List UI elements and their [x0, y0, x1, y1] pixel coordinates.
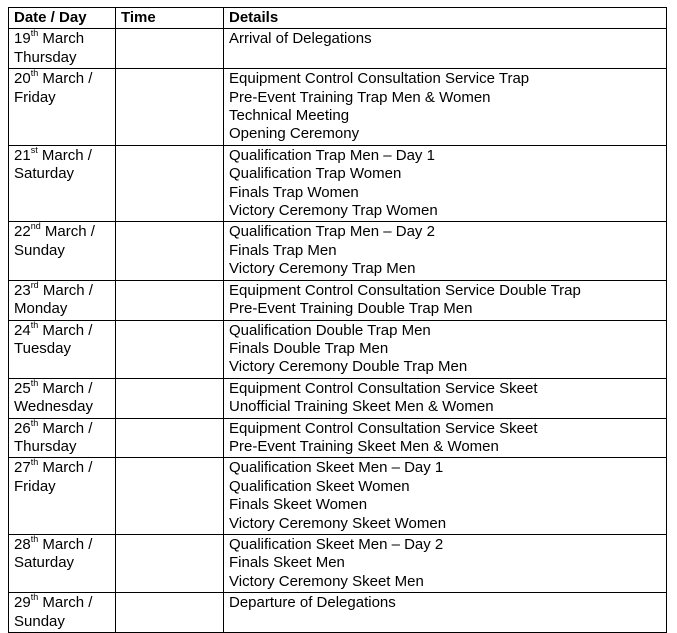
time-cell — [116, 145, 224, 222]
detail-item: Unofficial Training Skeet Men & Women — [229, 398, 494, 416]
date-line — [14, 417, 110, 438]
month-label: March / — [41, 146, 92, 164]
day-suffix: th — [30, 457, 39, 468]
detail-item: Pre-Event Training Trap Men & Women — [229, 88, 491, 106]
time-cell — [116, 320, 224, 378]
details-cell — [224, 145, 667, 222]
date-line — [14, 30, 110, 48]
date-line — [14, 279, 110, 300]
header-time: Time — [116, 8, 224, 29]
weekday-label: Thursday — [14, 437, 77, 455]
weekday-label: Friday — [14, 88, 56, 106]
header-date: Date / Day — [9, 8, 116, 29]
weekday-label: Friday — [14, 477, 56, 495]
table-row — [9, 378, 667, 418]
header-row — [9, 8, 667, 29]
time-cell — [116, 69, 224, 146]
detail-item: Victory Ceremony Trap Women — [229, 202, 438, 220]
detail-item: Technical Meeting — [229, 107, 350, 125]
time-cell — [116, 418, 224, 458]
date-cell — [9, 418, 116, 458]
time-cell — [116, 222, 224, 280]
date-line — [14, 459, 110, 477]
detail-item: Equipment Control Consultation Service Double Trap — [229, 281, 581, 299]
detail-item: Equipment Control Consultation Service Skeet — [229, 379, 538, 397]
detail-item: Departure of Delegations — [229, 594, 396, 612]
schedule-table — [8, 7, 667, 633]
day-number: 28 — [14, 535, 31, 553]
detail-item: Finals Skeet Women — [229, 496, 368, 514]
date-line — [14, 377, 110, 398]
day-number: 21 — [14, 146, 31, 164]
time-cell — [116, 378, 224, 418]
detail-item: Pre-Event Training Double Trap Men — [229, 300, 473, 318]
time-cell — [116, 280, 224, 320]
table-row — [9, 458, 667, 535]
detail-item: Victory Ceremony Skeet Men — [229, 572, 424, 590]
details-cell — [224, 222, 667, 280]
month-label: March / — [44, 223, 95, 241]
day-suffix: th — [30, 592, 39, 603]
date-line — [14, 70, 110, 88]
month-label: March / — [42, 321, 93, 339]
day-number: 29 — [14, 594, 31, 612]
table-row — [9, 29, 667, 69]
month-label: March / — [42, 535, 93, 553]
day-suffix: th — [30, 417, 39, 428]
day-number: 24 — [14, 321, 31, 339]
month-label: March — [42, 30, 85, 48]
day-number: 26 — [14, 419, 31, 437]
detail-item: Qualification Skeet Women — [229, 477, 410, 495]
month-label: March / — [42, 70, 93, 88]
day-suffix: st — [30, 144, 38, 155]
details-cell — [224, 320, 667, 378]
date-cell — [9, 29, 116, 69]
date-line — [14, 223, 110, 241]
detail-item: Finals Double Trap Men — [229, 339, 389, 357]
detail-item: Finals Skeet Men — [229, 554, 345, 572]
table-row — [9, 320, 667, 378]
detail-item: Qualification Trap Men – Day 2 — [229, 223, 435, 241]
detail-item: Arrival of Delegations — [229, 30, 372, 48]
table-row — [9, 145, 667, 222]
date-cell — [9, 69, 116, 146]
date-cell — [9, 222, 116, 280]
weekday-label: Monday — [14, 300, 68, 318]
detail-item: Pre-Event Training Skeet Men & Women — [229, 437, 499, 455]
date-cell — [9, 145, 116, 222]
day-suffix: nd — [30, 221, 41, 232]
details-cell — [224, 69, 667, 146]
detail-item: Qualification Trap Women — [229, 165, 402, 183]
day-suffix: th — [30, 319, 39, 330]
time-cell — [116, 29, 224, 69]
day-suffix: th — [30, 377, 39, 388]
table-row — [9, 222, 667, 280]
details-cell — [224, 418, 667, 458]
detail-item: Victory Ceremony Trap Men — [229, 260, 416, 278]
weekday-label: Sunday — [14, 612, 65, 630]
weekday-label: Wednesday — [14, 398, 93, 416]
date-cell — [9, 280, 116, 320]
details-cell — [224, 378, 667, 418]
day-number: 27 — [14, 459, 31, 477]
weekday-label: Thursday — [14, 48, 77, 66]
weekday-label: Sunday — [14, 241, 65, 259]
detail-item: Finals Trap Men — [229, 241, 337, 259]
table-row — [9, 280, 667, 320]
table-row — [9, 534, 667, 592]
weekday-label: Saturday — [14, 554, 75, 572]
detail-item: Equipment Control Consultation Service Skeet — [229, 419, 538, 437]
header-details: Details — [224, 8, 667, 29]
month-label: March / — [42, 419, 93, 437]
detail-item: Qualification Skeet Men – Day 2 — [229, 535, 444, 553]
month-label: March / — [42, 459, 93, 477]
detail-item: Qualification Skeet Men – Day 1 — [229, 459, 444, 477]
date-line — [14, 319, 110, 340]
details-cell — [224, 280, 667, 320]
day-number: 22 — [14, 223, 31, 241]
schedule-body — [9, 29, 667, 633]
day-number: 19 — [14, 30, 31, 48]
day-number: 20 — [14, 70, 31, 88]
day-suffix: th — [30, 28, 39, 39]
date-line — [14, 144, 110, 165]
day-number: 23 — [14, 281, 31, 299]
detail-item: Equipment Control Consultation Service Trap — [229, 70, 530, 88]
details-cell — [224, 29, 667, 69]
weekday-label: Tuesday — [14, 339, 71, 357]
time-cell — [116, 534, 224, 592]
month-label: March / — [42, 594, 93, 612]
day-suffix: th — [30, 533, 39, 544]
table-row — [9, 418, 667, 458]
month-label: March / — [42, 379, 93, 397]
table-row — [9, 69, 667, 146]
detail-item: Victory Ceremony Double Trap Men — [229, 358, 468, 376]
day-suffix: rd — [30, 279, 39, 290]
month-label: March / — [42, 281, 93, 299]
detail-item: Opening Ceremony — [229, 125, 360, 143]
day-suffix: th — [30, 68, 39, 79]
details-cell — [224, 458, 667, 535]
detail-item: Qualification Double Trap Men — [229, 321, 431, 339]
date-cell — [9, 378, 116, 418]
day-number: 25 — [14, 379, 31, 397]
date-line — [14, 533, 110, 554]
detail-item: Victory Ceremony Skeet Women — [229, 514, 447, 532]
detail-item: Finals Trap Women — [229, 183, 359, 201]
date-cell — [9, 458, 116, 535]
date-cell — [9, 534, 116, 592]
time-cell — [116, 458, 224, 535]
date-line — [14, 594, 110, 612]
details-cell — [224, 534, 667, 592]
detail-item: Qualification Trap Men – Day 1 — [229, 146, 435, 164]
date-cell — [9, 320, 116, 378]
weekday-label: Saturday — [14, 165, 75, 183]
